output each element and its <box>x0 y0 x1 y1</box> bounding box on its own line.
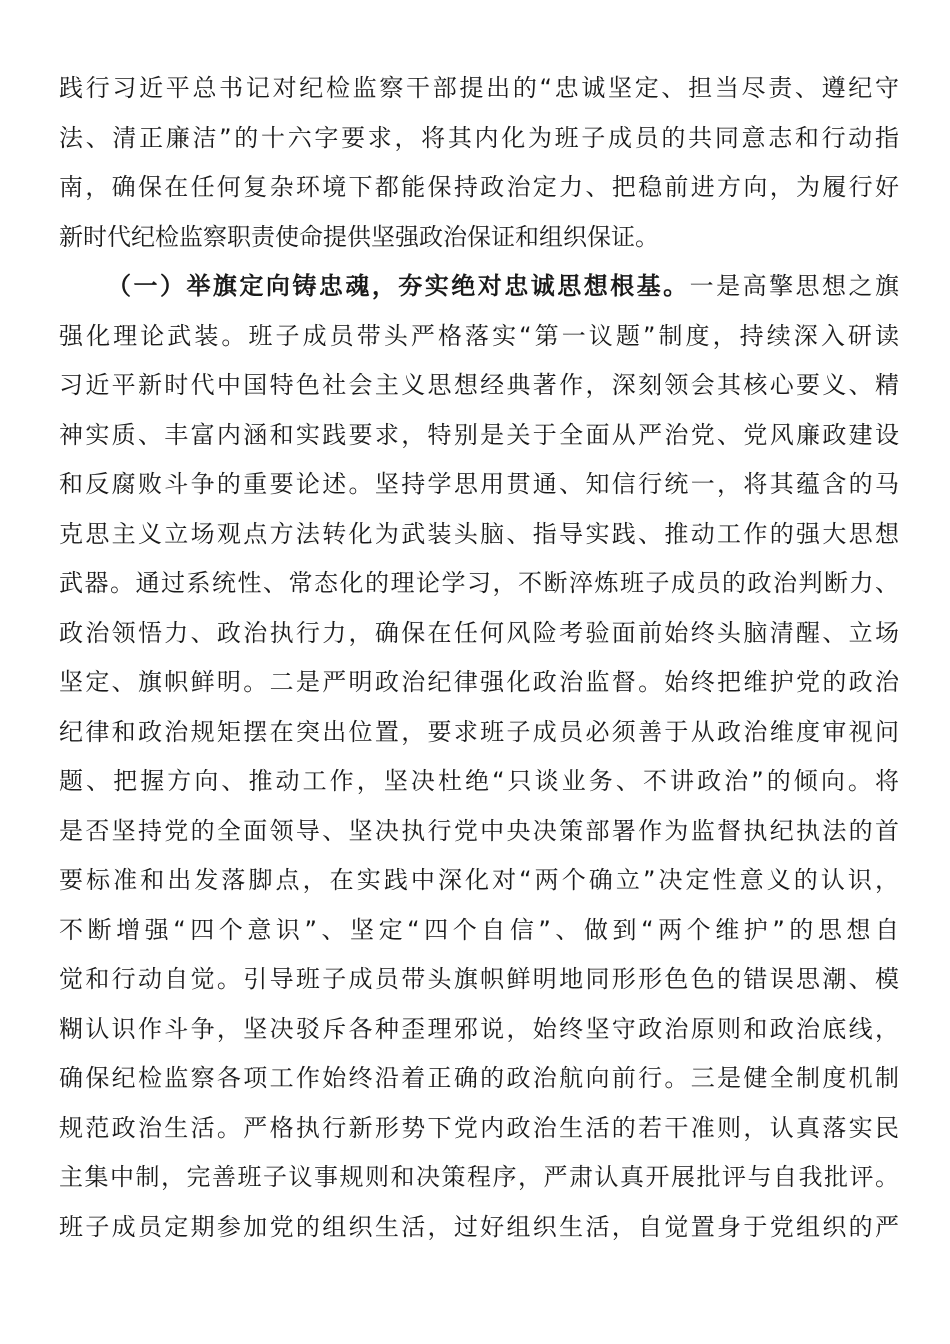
text-line: 践行习近平总书记对纪检监察干部提出的“忠诚坚定、担当尽责、遵纪守 <box>59 74 899 102</box>
text-line: 不断增强“四个意识”、坚定“四个自信”、做到“两个维护”的思想自 <box>59 915 899 944</box>
text-line: 觉和行动自觉。引导班子成员带头旗帜鲜明地同形形色色的错误思潮、模 <box>59 965 899 993</box>
text-line: 习近平新时代中国特色社会主义思想经典著作，深刻领会其核心要义、精 <box>59 371 899 399</box>
text-line: 班子成员定期参加党的组织生活，过好组织生活，自觉置身于党组织的严 <box>59 1212 899 1241</box>
text-line: 武器。通过系统性、常态化的理论学习，不断淬炼班子成员的政治判断力、 <box>59 569 899 597</box>
text-line: 南，确保在任何复杂环境下都能保持政治定力、把稳前进方向，为履行好 <box>59 173 899 201</box>
text-line: 和反腐败斗争的重要论述。坚持学思用贯通、知信行统一，将其蕴含的马 <box>59 470 899 498</box>
text-line: 克思主义立场观点方法转化为武装头脑、指导实践、推动工作的强大思想 <box>59 519 899 548</box>
text-line: 新时代纪检监察职责使命提供坚强政治保证和组织保证。 <box>59 222 659 251</box>
body-text <box>59 64 899 1252</box>
text-line: 坚定、旗帜鲜明。二是严明政治纪律强化政治监督。始终把维护党的政治 <box>59 668 899 696</box>
text-line: 政治领悟力、政治执行力，确保在任何风险考验面前始终头脑清醒、立场 <box>59 618 899 647</box>
text-line: 神实质、丰富内涵和实践要求，特别是关于全面从严治党、党风廉政建设 <box>59 420 899 449</box>
section-first-line <box>59 262 899 312</box>
text-line: 法、清正廉洁”的十六字要求，将其内化为班子成员的共同意志和行动指 <box>59 123 899 152</box>
text-line: 确保纪检监察各项工作始终沿着正确的政治航向前行。三是健全制度机制 <box>59 1064 899 1092</box>
text-line: 主集中制，完善班子议事规则和决策程序，严肃认真开展批评与自我批评。 <box>59 1163 899 1191</box>
text-line: 题、把握方向、推动工作，坚决杜绝“只谈业务、不讲政治”的倾向。将 <box>59 767 899 795</box>
text-line: 规范政治生活。严格执行新形势下党内政治生活的若干准则，认真落实民 <box>59 1113 899 1142</box>
text-line: 纪律和政治规矩摆在突出位置，要求班子成员必须善于从政治维度审视问 <box>59 717 899 746</box>
section-first-line-text: 一是高擎思想之旗 <box>689 272 899 300</box>
text-line: 糊认识作斗争，坚决驳斥各种歪理邪说，始终坚守政治原则和政治底线， <box>59 1014 899 1043</box>
section-heading: （一）举旗定向铸忠魂，夯实绝对忠诚思想根基。 <box>107 272 690 300</box>
text-line: 强化理论武装。班子成员带头严格落实“第一议题”制度，持续深入研读 <box>59 321 899 350</box>
text-line: 要标准和出发落脚点，在实践中深化对“两个确立”决定性意义的认识， <box>59 866 899 894</box>
text-line: 是否坚持党的全面领导、坚决执行党中央决策部署作为监督执纪执法的首 <box>59 816 899 845</box>
